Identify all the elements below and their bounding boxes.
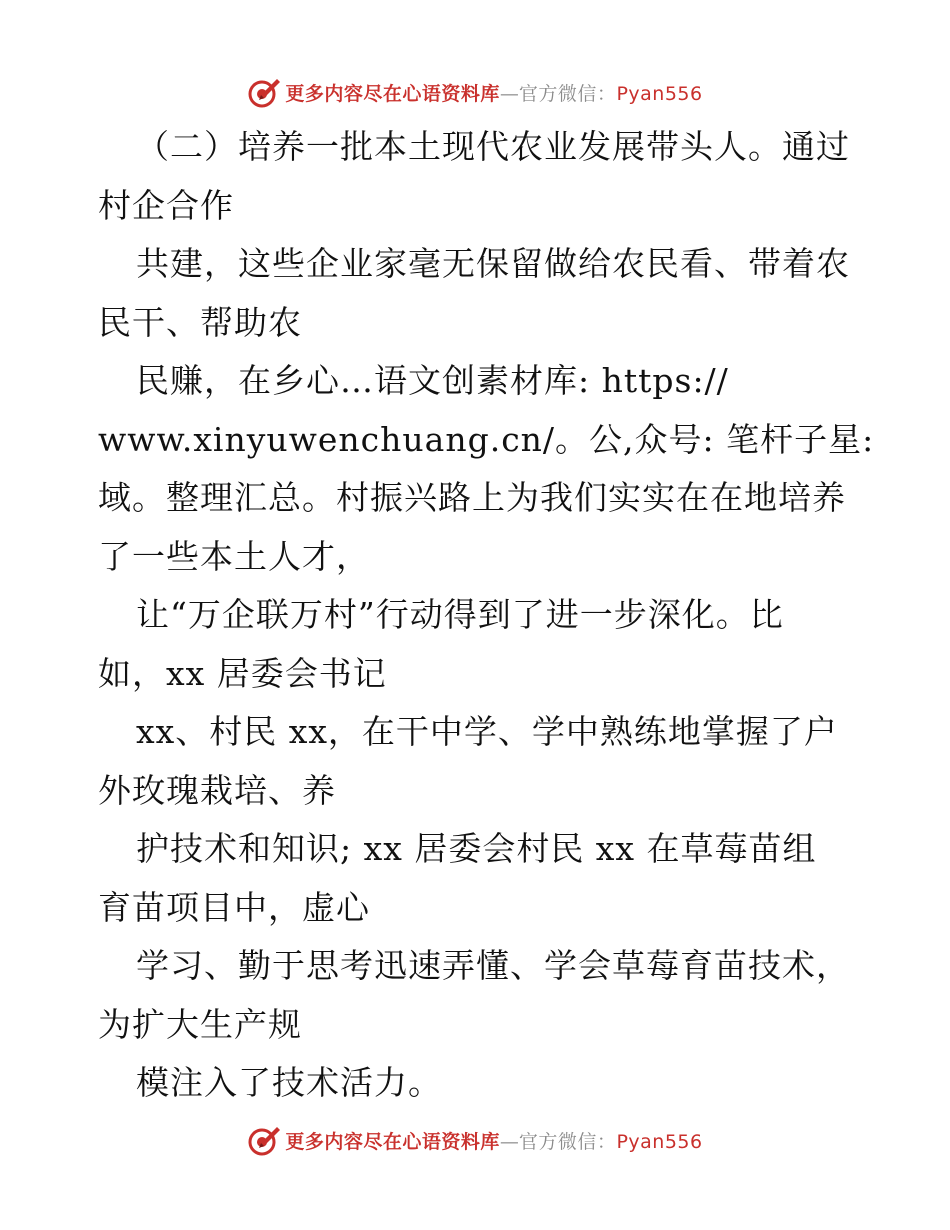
document-body [98, 118, 888, 1113]
body-line: www.xinyuwenchuang.cn/。公,众号: 笔杆子星: [98, 419, 875, 459]
body-line: 学习、勤于思考迅速弄懂、学会草莓育苗技术， [136, 946, 850, 985]
footer-banner [0, 1120, 950, 1160]
body-line: （二）培养一批本土现代农业发展带头人。通过 [136, 127, 850, 166]
body-line: 模注入了技术活力。 [136, 1063, 442, 1102]
footer-banner-separator: — [499, 1130, 519, 1153]
body-line: 育苗项目中，虚心 [98, 887, 370, 927]
body-line: 了一些本土人才， [98, 536, 370, 576]
body-line: 共建，这些企业家毫无保留做给农民看、带着农 [136, 244, 850, 283]
body-line: 民干、帮助农 [98, 302, 302, 342]
body-line: 如，xx 居委会书记 [98, 653, 387, 693]
header-banner-wechat-id: Pyan556 [616, 82, 703, 105]
body-line: 民赚，在乡心…语文创素材库: https:// [136, 361, 729, 400]
header-banner-text [285, 79, 702, 106]
footer-banner-text [285, 1127, 702, 1154]
header-banner-title: 更多内容尽在心语资料库 [285, 82, 500, 105]
header-banner-separator: — [499, 82, 519, 105]
header-banner-wechat-label: 官方微信： [518, 82, 617, 105]
body-line: 域。整理汇总。村振兴路上为我们实实在在地培养 [98, 478, 846, 517]
footer-banner-title: 更多内容尽在心语资料库 [285, 1130, 500, 1153]
footer-banner-wechat-label: 官方微信： [518, 1130, 617, 1153]
body-line: 让“万企联万村”行动得到了进一步深化。比 [136, 595, 784, 634]
footer-banner-wechat-id: Pyan556 [616, 1130, 703, 1153]
pen-circle-logo-icon [247, 1123, 281, 1157]
body-line: xx、村民 xx，在干中学、学中熟练地掌握了户 [136, 712, 838, 751]
pen-circle-logo-icon [247, 75, 281, 109]
body-line: 护技术和知识; xx 居委会村民 xx 在草莓苗组 [136, 829, 817, 868]
body-line: 外玫瑰栽培、养 [98, 770, 336, 810]
body-line: 为扩大生产规 [98, 1004, 302, 1044]
header-banner [0, 72, 950, 112]
body-line: 村企合作 [98, 185, 234, 225]
